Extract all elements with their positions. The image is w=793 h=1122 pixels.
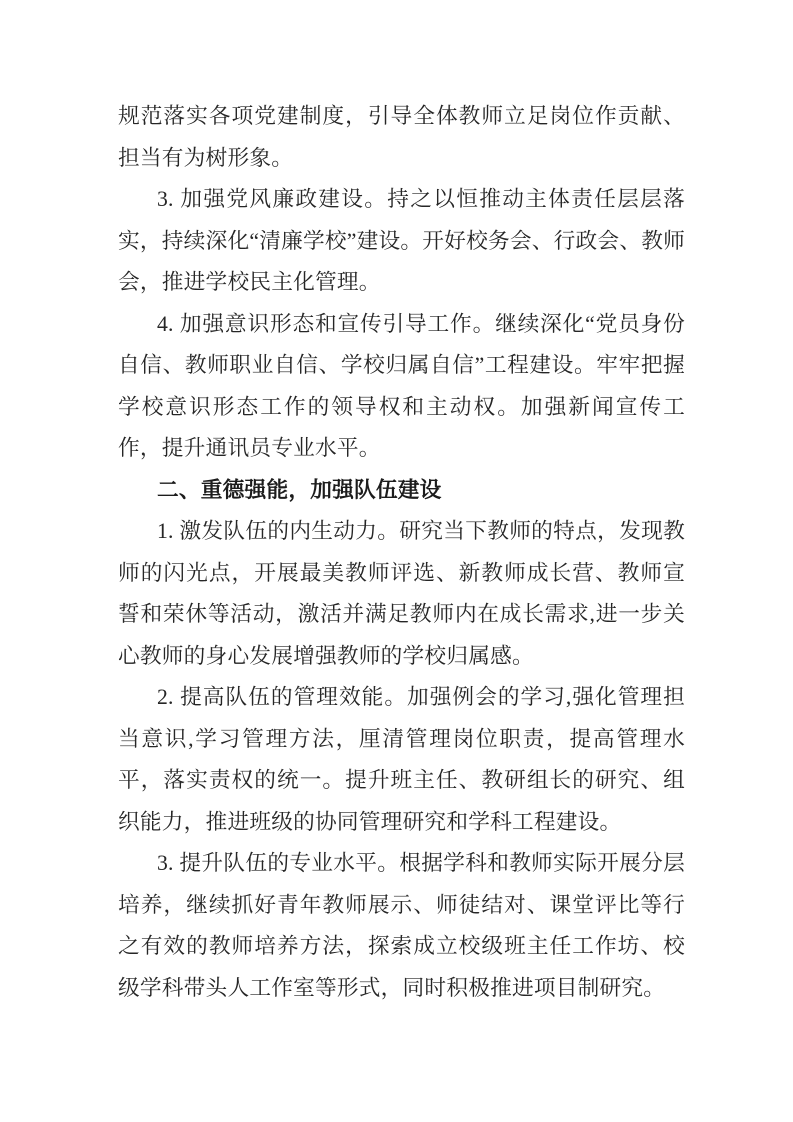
- paragraph-item-3-professional-level: 3. 提升队伍的专业水平。根据学科和教师实际开展分层培养，继续抓好青年教师展示、师徒结对、课堂评比等行之有效的教师培养方法，探索成立校级班主任工作坊、校级学科带头人工作室等形式，同时积极推进项目制研究。: [118, 851, 685, 1000]
- paragraph-item-3-party-conduct: 3. 加强党风廉政建设。持之以恒推动主体责任层层落实，持续深化“清廉学校”建设。开好校务会、行政会、教师会，推进学校民主化管理。: [118, 187, 685, 294]
- paragraph-continuation: 规范落实各项党建制度，引导全体教师立足岗位作贡献、担当有为树形象。: [118, 104, 685, 170]
- paragraph-item-1-team-motivation: 1. 激发队伍的内生动力。研究当下教师的特点，发现教师的闪光点，开展最美教师评选、新教师成长营、教师宣誓和荣休等活动，激活并满足教师内在成长需求,进一步关心教师的身心发展增强教师的学校归属感。: [118, 519, 685, 668]
- section-heading-2: 二、重德强能，加强队伍建设: [157, 477, 442, 502]
- paragraph-item-4-ideology-publicity: 4. 加强意识形态和宣传引导工作。继续深化“党员身份自信、教师职业自信、学校归属自信”工程建设。牢牢把握学校意识形态工作的领导权和主动权。加强新闻宣传工作，提升通讯员专业水平。: [118, 311, 685, 460]
- paragraph-item-2-management-efficiency: 2. 提高队伍的管理效能。加强例会的学习,强化管理担当意识,学习管理方法，厘清管理岗位职责，提高管理水平，落实责权的统一。提升班主任、教研组长的研究、组织能力，推进班级的协同管理研究和学科工程建设。: [118, 685, 685, 834]
